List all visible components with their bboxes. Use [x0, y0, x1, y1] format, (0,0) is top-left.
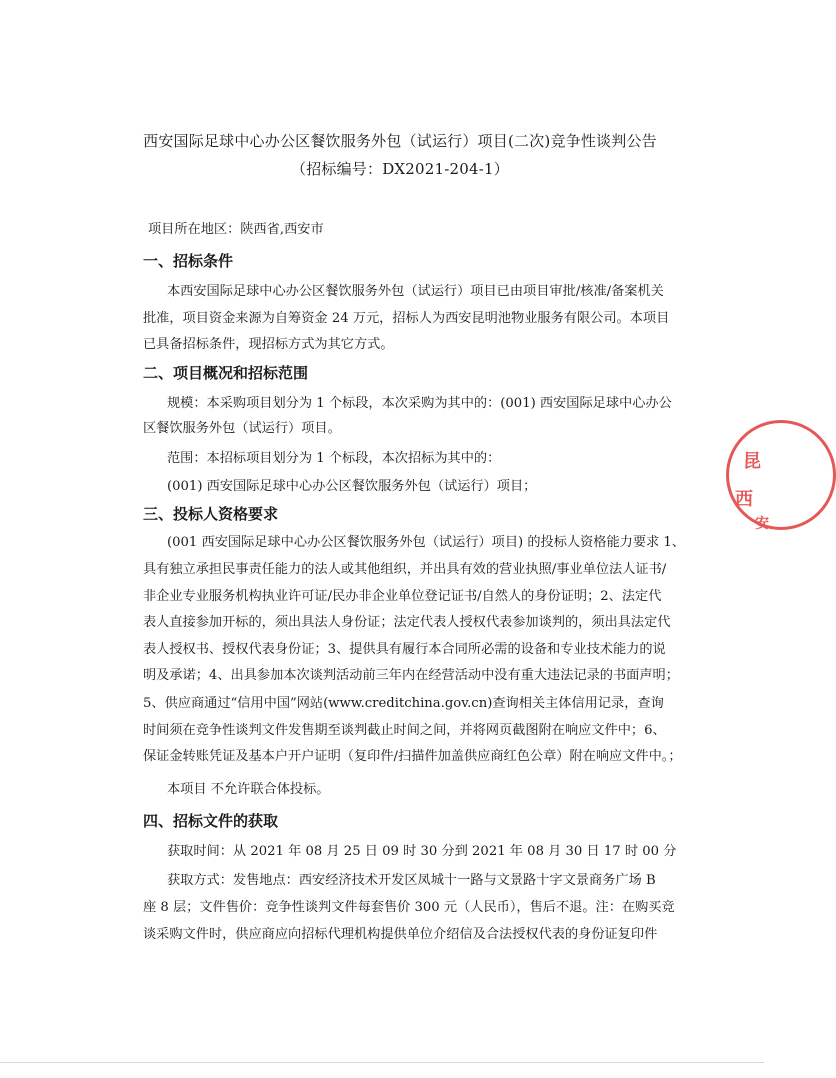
project-location: 项目所在地区：陕西省,西安市 — [148, 222, 324, 237]
company-seal — [726, 420, 836, 530]
section-heading-4: 四、招标文件的获取 — [143, 812, 279, 830]
section-1-line: 批准，项目资金来源为自筹资金 24 万元，招标人为西安昆明池物业服务有限公司。本项目 — [143, 311, 670, 326]
seal-char: 安 — [755, 516, 769, 532]
section-heading-3: 三、投标人资格要求 — [143, 505, 279, 523]
section-4-line: 座 8 层；文件售价：竞争性谈判文件每套售价 300 元（人民币），售后不退。注：在购买竞 — [143, 900, 675, 915]
section-heading-2: 二、项目概况和招标范围 — [143, 364, 309, 382]
section-3-line: (001 西安国际足球中心办公区餐饮服务外包（试运行）项目) 的投标人资格能力要求 1、 — [167, 535, 685, 550]
section-2-line: (001) 西安国际足球中心办公区餐饮服务外包（试运行）项目； — [167, 479, 537, 494]
section-3-line: 具有独立承担民事责任能力的法人或其他组织，并出具有效的营业执照/事业单位法人证书/ — [143, 562, 667, 577]
section-3-line: 保证金转账凭证及基本户开户证明（复印件/扫描件加盖供应商红色公章）附在响应文件中。； — [143, 749, 682, 764]
section-heading-1: 一、招标条件 — [143, 252, 234, 270]
section-3-line: 明及承诺；4、出具参加本次谈判活动前三年内在经营活动中没有重大违法记录的书面声明； — [143, 668, 679, 683]
section-1-line: 已具备招标条件，现招标方式为其它方式。 — [143, 337, 394, 352]
section-3-line: 本项目 不允许联合体投标。 — [167, 782, 330, 797]
section-3-line: 时间须在竞争性谈判文件发售期至谈判截止时间之间，并将网页截图附在响应文件中；6、 — [143, 723, 666, 738]
document-title: 西安国际足球中心办公区餐饮服务外包（试运行）项目(二次)竞争性谈判公告 — [143, 132, 657, 150]
tender-number: （招标编号：DX2021-204-1） — [291, 160, 509, 178]
section-3-line: 非企业专业服务机构执业许可证/民办非企业单位登记证书/自然人的身份证明；2、法定代 — [143, 589, 662, 604]
section-4-line: 获取方式：发售地点：西安经济技术开发区凤城十一路与文景路十字文景商务广场 B — [167, 873, 656, 888]
seal-char: 西 — [735, 489, 753, 510]
section-3-line: 5、供应商通过“信用中国”网站(www.creditchina.gov.cn)查询相关主体信用记录，查询 — [143, 696, 664, 711]
section-3-line: 表人授权书、授权代表身份证；3、提供具有履行本合同所必需的设备和专业技术能力的说 — [143, 642, 666, 657]
section-3-line: 表人直接参加开标的，须出具法人身份证；法定代表人授权代表参加谈判的，须出具法定代 — [143, 615, 671, 630]
section-1-line: 本西安国际足球中心办公区餐饮服务外包（试运行）项目已由项目审批/核准/备案机关 — [167, 284, 664, 299]
section-2-line: 区餐饮服务外包（试运行）项目。 — [143, 421, 341, 436]
page-bottom-rule — [0, 1062, 764, 1063]
section-4-line: 谈采购文件时，供应商应向招标代理机构提供单位介绍信及合法授权代表的身份证复印件 — [143, 927, 658, 942]
seal-char: 昆 — [743, 451, 761, 472]
section-2-line: 范围：本招标项目划分为 1 个标段，本次招标为其中的： — [167, 451, 501, 466]
section-4-line: 获取时间：从 2021 年 08 月 25 日 09 时 30 分到 2021 年 08 月 30 日 17 时 00 分 — [167, 844, 677, 859]
section-2-line: 规模：本采购项目划分为 1 个标段，本次采购为其中的：(001) 西安国际足球中心办公 — [167, 396, 672, 411]
